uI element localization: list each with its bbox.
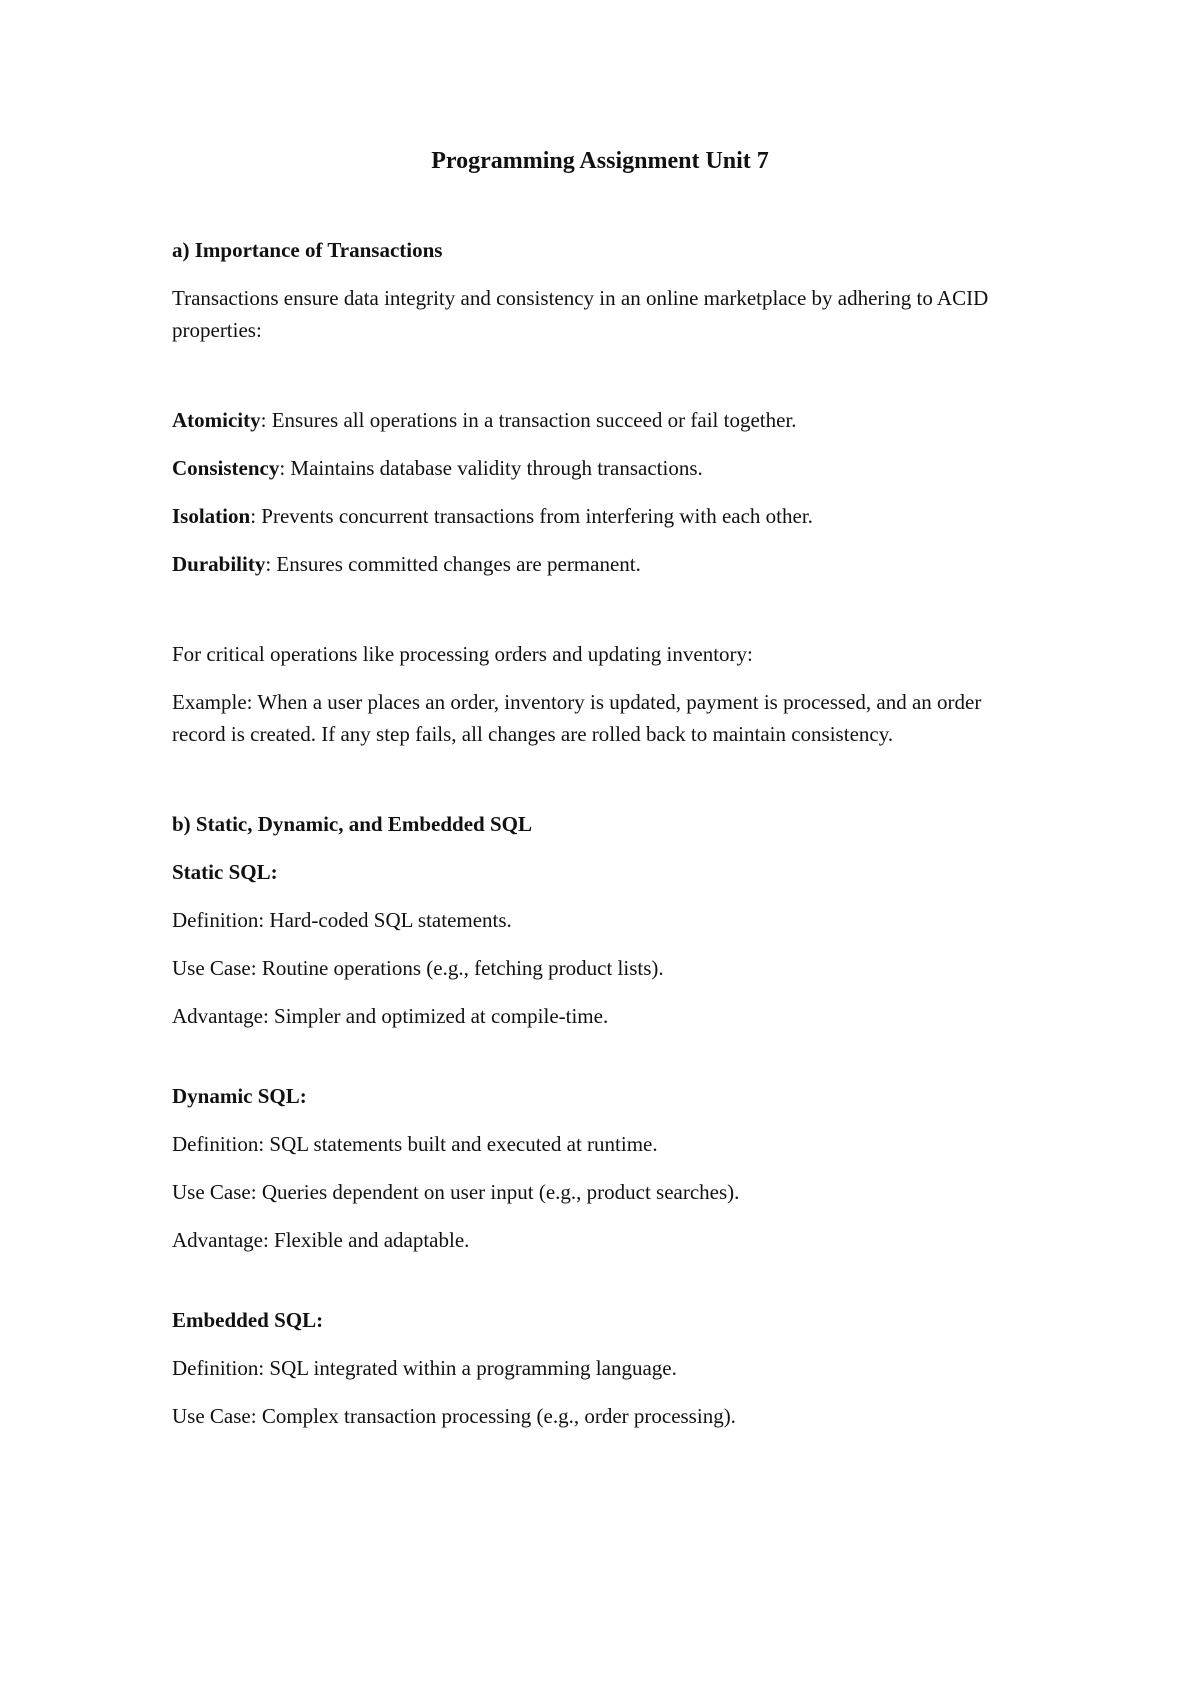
term-description: : Maintains database validity through transactions. <box>279 456 703 480</box>
static-sql-advantage: Advantage: Simpler and optimized at compile-time. <box>172 1004 609 1028</box>
term-description: : Ensures committed changes are permanent. <box>265 552 641 576</box>
term-label: Isolation <box>172 504 251 528</box>
spacer <box>172 596 1000 638</box>
spacer <box>172 1048 1000 1080</box>
term-description: : Ensures all operations in a transaction succeed or fail together. <box>260 408 797 432</box>
document-title: Programming Assignment Unit 7 <box>431 148 769 174</box>
embedded-sql-use-case: Use Case: Complex transaction processing (e.g., order processing). <box>172 1404 736 1428</box>
spacer <box>172 766 1000 808</box>
section-a-heading: a) Importance of Transactions <box>172 238 443 262</box>
dynamic-sql-heading: Dynamic SQL: <box>172 1084 307 1108</box>
static-sql-definition: Definition: Hard-coded SQL statements. <box>172 908 512 932</box>
embedded-sql-definition: Definition: SQL integrated within a programming language. <box>172 1356 677 1380</box>
dynamic-sql-definition: Definition: SQL statements built and executed at runtime. <box>172 1132 658 1156</box>
embedded-sql-heading: Embedded SQL: <box>172 1308 324 1332</box>
critical-operations-text: For critical operations like processing orders and updating inventory: <box>172 642 753 666</box>
term-label: Durability <box>172 552 266 576</box>
acid-durability <box>172 548 1000 580</box>
acid-atomicity <box>172 404 1000 436</box>
spacer <box>172 1272 1000 1304</box>
section-a-intro: Transactions ensure data integrity and consistency in an online marketplace by adhering to ACID properties: <box>172 286 989 342</box>
example-text: Example: When a user places an order, inventory is updated, payment is processed, and an order record is created. If any step fails, all changes are rolled back to maintain consistency. <box>172 690 982 746</box>
dynamic-sql-use-case: Use Case: Queries dependent on user input (e.g., product searches). <box>172 1180 740 1204</box>
acid-isolation <box>172 500 1000 532</box>
static-sql-use-case: Use Case: Routine operations (e.g., fetching product lists). <box>172 956 664 980</box>
term-label: Atomicity <box>172 408 261 432</box>
term-description: : Prevents concurrent transactions from interfering with each other. <box>250 504 813 528</box>
section-b-heading: b) Static, Dynamic, and Embedded SQL <box>172 812 532 836</box>
spacer <box>172 362 1000 404</box>
acid-consistency <box>172 452 1000 484</box>
static-sql-heading: Static SQL: <box>172 860 278 884</box>
dynamic-sql-advantage: Advantage: Flexible and adaptable. <box>172 1228 470 1252</box>
term-label: Consistency <box>172 456 280 480</box>
